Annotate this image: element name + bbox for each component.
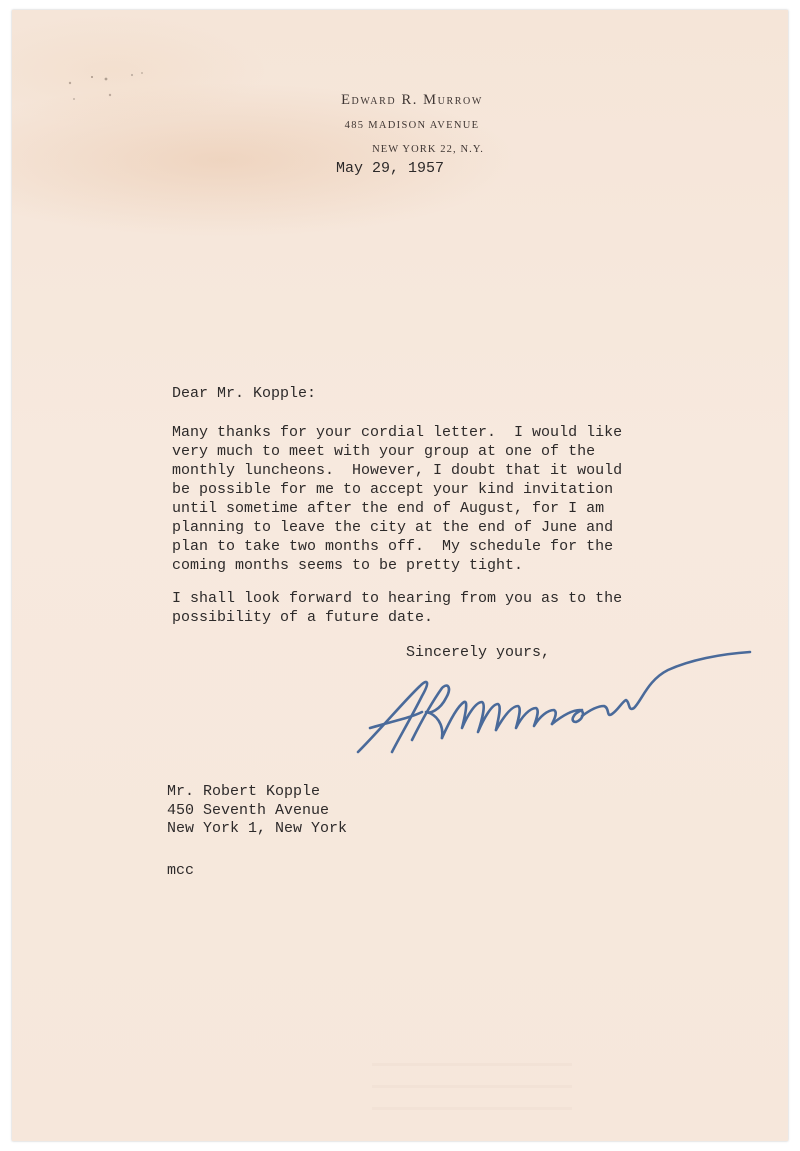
faint-show-through bbox=[372, 1050, 572, 1110]
body-line: Many thanks for your cordial letter. I would like bbox=[172, 424, 623, 441]
letterhead-street: 485 MADISON AVENUE bbox=[344, 120, 480, 131]
typist-initials: mcc bbox=[167, 862, 195, 879]
body-line: monthly luncheons. However, I doubt that it would bbox=[172, 462, 623, 479]
body-line: planning to leave the city at the end of June and bbox=[172, 519, 614, 536]
closing: Sincerely yours, bbox=[406, 644, 551, 661]
handwritten-signature bbox=[350, 640, 760, 770]
recipient-street: 450 Seventh Avenue bbox=[167, 802, 330, 819]
salutation: Dear Mr. Kopple: bbox=[172, 385, 317, 402]
body-line: coming months seems to be pretty tight. bbox=[172, 557, 524, 574]
body-line: very much to meet with your group at one of the bbox=[172, 443, 596, 460]
body-line: possibility of a future date. bbox=[172, 609, 434, 626]
body-line: plan to take two months off. My schedule for the bbox=[172, 538, 614, 555]
letterhead-name: Edward R. Murrow bbox=[341, 92, 483, 108]
recipient-name: Mr. Robert Kopple bbox=[167, 783, 321, 800]
letter-date: May 29, 1957 bbox=[336, 160, 445, 177]
body-line: until sometime after the end of August, for I am bbox=[172, 500, 605, 517]
letterhead-city: NEW YORK 22, N.Y. bbox=[372, 144, 484, 155]
body-line: be possible for me to accept your kind invitation bbox=[172, 481, 614, 498]
recipient-city: New York 1, New York bbox=[167, 820, 348, 837]
letter-paper bbox=[12, 10, 788, 1141]
body-line: I shall look forward to hearing from you as to the bbox=[172, 590, 623, 607]
